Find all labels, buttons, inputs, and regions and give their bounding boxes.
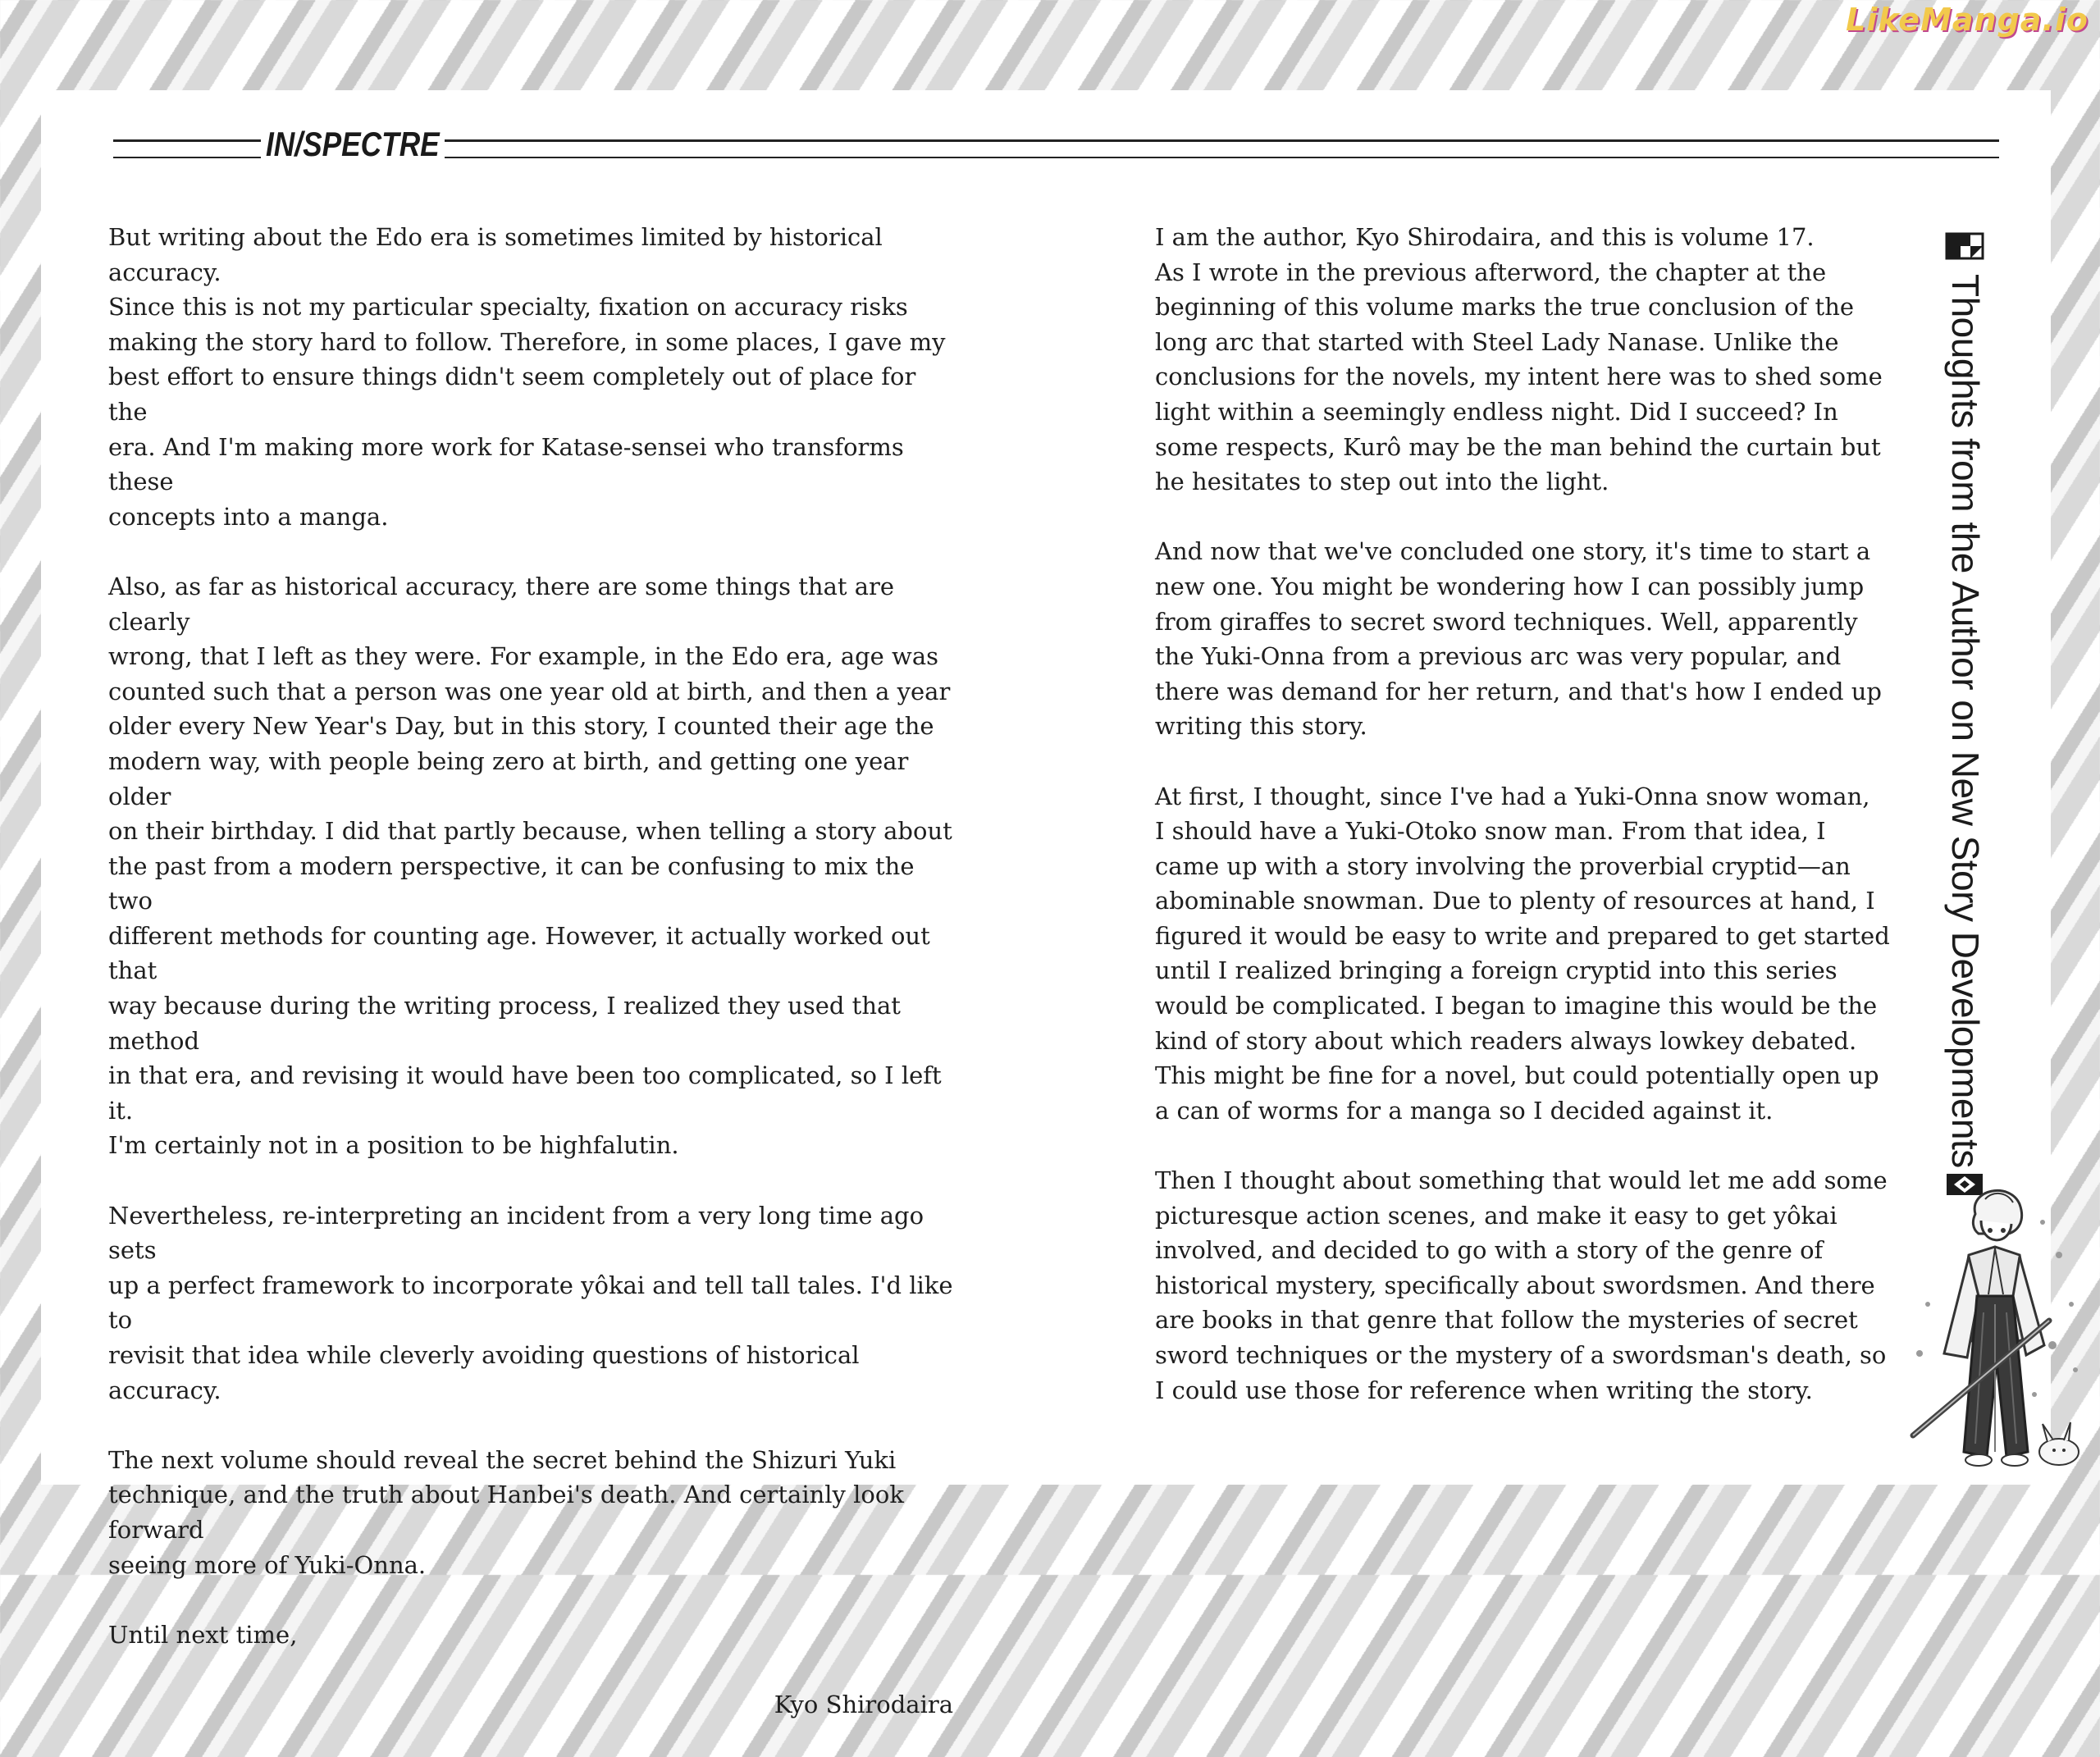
right-text-column: [1155, 220, 1893, 1443]
author-signature: Kyo Shirodaira: [774, 1690, 953, 1718]
paragraph: Also, as far as historical accuracy, there are some things that are clearly wrong, that I left as they were. For example, in the Edo era, age was counted such that a person was one year old at birth, and then a year older every New Year's Day, but in this story, I counted their age the modern way, with people being zero at birth, and getting one year older on their birthday. I did that partly because, when telling a story about the past from a modern perspective, it can be confusing to mix the two different methods for counting age. However, it actually worked out that way because during the writing process, I realized they used that method in that era, and revising it would have been too complicated, so I left it. I'm certainly not in a position to be highfalutin.: [108, 572, 952, 1160]
paragraph: But writing about the Edo era is sometimes limited by historical accuracy. Since this is not my particular specialty, fixation on accuracy risks making the story hard to follow. Therefore, in some places, I gave my best effort to ensure things didn't seem completely out of place for the era. And I'm making more work for Katase-sensei who transforms these concepts into a manga.: [108, 223, 946, 531]
flag-book-icon: [1946, 233, 1984, 259]
paragraph: Then I thought about something that would let me add some picturesque action scenes, and make it easy to get yôkai involved, and decided to go with a story of the genre of historical mystery, specifically about swordsmen. And there are books in that genre that follow the mysteries of secret sword techniques or the mystery of a swordsman's death, so I could use those for reference when writing the story.: [1155, 1166, 1888, 1404]
kimono-swordsman-illustration: [1903, 1181, 2092, 1509]
left-text-column: [108, 220, 953, 1757]
side-title: [1944, 274, 1987, 1168]
vertical-title-block: [1916, 221, 2006, 1206]
header-rule-right: [445, 139, 1999, 158]
paragraph: Nevertheless, re-interpreting an incident from a very long time ago sets up a perfect framework to incorporate yôkai and tell tall tales. I'd like to revisit that idea while cleverly avoiding questions of historical accuracy.: [108, 1201, 953, 1404]
afterword-page: [41, 90, 2051, 1718]
paragraph: I am the author, Kyo Shirodaira, and this is volume 17. As I wrote in the previous afterword, the chapter at the beginning of this volume marks the true conclusion of the long arc that started with Steel Lady Nanase. Unlike the conclusions for the novels, my intent here was to shed some light within a seemingly endless night. Did I succeed? In some respects, Kurô may be the man behind the curtain but he hesitates to step out into the light.: [1155, 223, 1883, 496]
paragraph: And now that we've concluded one story, it's time to start a new one. You might be wondering how I can possibly jump from giraffes to secret sword techniques. Well, apparently the Yuki-Onna from a previous arc was very popular, and there was demand for her return, and that's how I ended up writing this story.: [1155, 537, 1882, 741]
header-rule-left: [113, 139, 261, 158]
paragraph: The next volume should reveal the secret behind the Shizuri Yuki technique, and the truth about Hanbei's death. And certainly look forward seeing more of Yuki-Onna.: [108, 1445, 904, 1579]
series-title: IN/SPECTRE: [266, 125, 440, 163]
paragraph: Until next time,: [108, 1620, 298, 1649]
side-title-text: Thoughts from the Author on New Story Developments: [1944, 274, 1987, 1168]
site-watermark: LikeManga.io: [1846, 2, 2089, 38]
paragraph: At first, I thought, since I've had a Yuki-Onna snow woman, I should have a Yuki-Otoko snow man. From that idea, I came up with a story involving the proverbial cryptid—an abominable snowman. Due to plenty of resources at hand, I figured it would be easy to write and prepared to get started until I realized bringing a foreign cryptid into this series would be complicated. I began to imagine this would be the kind of story about which readers always lowkey debated. This might be fine for a novel, but could potentially open up a can of worms for a manga so I decided against it.: [1155, 782, 1890, 1125]
